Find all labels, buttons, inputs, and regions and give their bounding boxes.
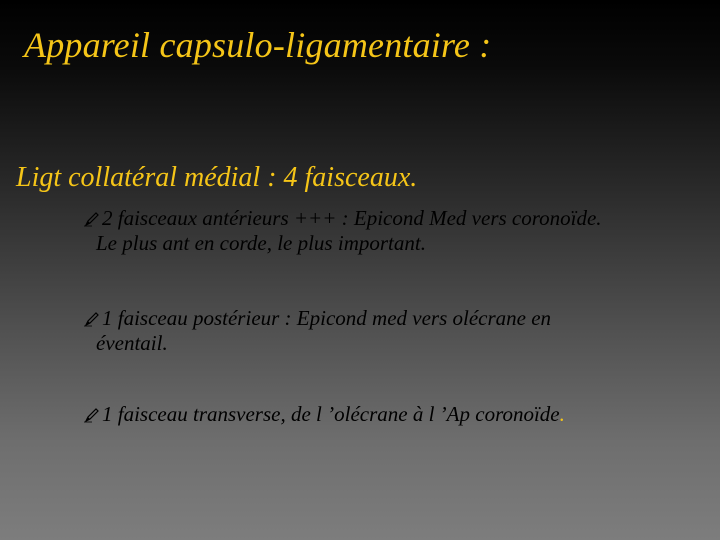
bullet-continuation: Le plus ant en corde, le plus important. <box>96 231 426 255</box>
bullet-item-transverse <box>84 402 565 427</box>
bullet-line <box>84 206 602 231</box>
bullet-period: . <box>559 402 565 426</box>
bullet-line <box>84 402 565 427</box>
bullet-text: 1 faisceau transverse, de l ’olécrane à l ’Ap coronoïde <box>102 402 560 426</box>
section-heading: Ligt collatéral médial : 4 faisceaux. <box>16 162 418 193</box>
bullet-continuation: éventail. <box>96 331 168 355</box>
bullet-text: 2 faisceaux antérieurs +++ : Epicond Med vers coronoïde. <box>102 206 602 230</box>
pen-icon <box>84 407 100 423</box>
bullet-line <box>84 306 551 331</box>
slide-title: Appareil capsulo-ligamentaire : <box>24 25 492 65</box>
bullet-text: 1 faisceau postérieur : Epicond med vers olécrane en <box>102 306 552 330</box>
bullet-item-anterior <box>84 206 602 256</box>
pen-icon <box>84 211 100 227</box>
pen-icon <box>84 311 100 327</box>
bullet-item-posterior <box>84 306 551 356</box>
